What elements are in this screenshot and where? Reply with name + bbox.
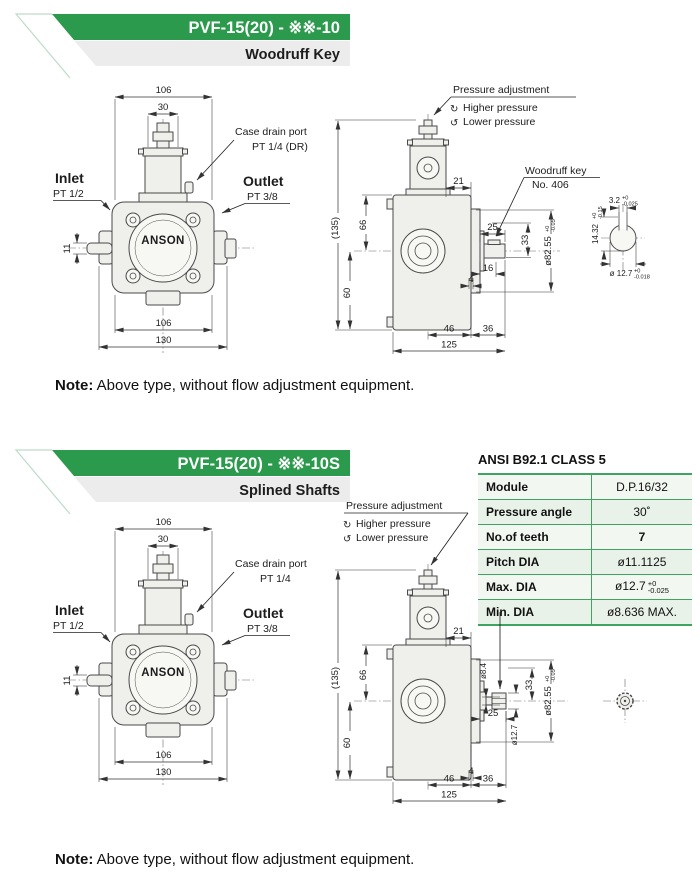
section2-subtitle: Splined Shafts	[239, 483, 340, 499]
spline-end-view	[603, 679, 647, 723]
dim-pilot-dia: ø82.55	[543, 236, 554, 266]
inlet-size-label: PT 1/2	[53, 620, 84, 632]
outlet-size-label: PT 3/8	[247, 191, 278, 203]
case-drain-label: Case drain port	[235, 558, 307, 570]
bottom-foot	[146, 291, 180, 305]
dim-130: 130	[155, 335, 172, 346]
dim-key-height: 14.32	[591, 223, 600, 245]
case-drain-size-label: PT 1/4 (DR)	[252, 141, 308, 153]
inlet-label: Inlet	[55, 170, 84, 186]
dim-135: (135)	[330, 216, 341, 240]
dim-125: 125	[441, 789, 457, 801]
pressure-adjustment-label: Pressure adjustment	[453, 84, 550, 96]
dim-66: 66	[358, 219, 369, 231]
dim-pilot-dia: ø82.55	[543, 686, 554, 716]
dim-key-width-tol-up: +0	[622, 195, 629, 202]
dim-16: 16	[482, 263, 494, 274]
dim-25: 25	[487, 222, 498, 233]
dim-key-width: 3.2	[608, 196, 620, 205]
dim-33: 33	[520, 234, 531, 246]
dim-60: 60	[342, 737, 353, 749]
spline-table-title: ANSI B92.1 CLASS 5	[478, 452, 606, 467]
dim-key-width-tol-dn: -0.025	[622, 201, 638, 208]
dim-shaft-dia-tol-dn: -0.018	[634, 274, 650, 281]
section2-note	[55, 851, 414, 868]
section1-subtitle: Woodruff Key	[245, 47, 340, 63]
case-drain-label: Case drain port	[235, 126, 307, 138]
row-value: ø8.636 MAX.	[592, 600, 693, 626]
dim-11: 11	[62, 243, 73, 254]
pressure-valve-side	[406, 120, 450, 196]
dim-66: 66	[358, 669, 369, 681]
shaft-neck	[486, 697, 492, 705]
splined-shaft	[492, 693, 506, 709]
inlet-stub	[87, 243, 112, 254]
section2-banner	[0, 436, 370, 523]
note-label: Note:	[55, 851, 94, 868]
dim-106-bottom: 106	[155, 750, 172, 761]
dim-pilot-tol-dn: -0.05	[551, 669, 557, 682]
anson-logo: ANSON	[141, 667, 185, 679]
dim-pilot-tol-up: +0	[545, 675, 551, 682]
dim-pilot-tol-up: +0	[545, 225, 551, 232]
lower-pressure-label: Lower pressure	[356, 532, 429, 544]
dim-4: 4	[468, 274, 474, 285]
inlet-label: Inlet	[55, 602, 84, 618]
note-label: Note:	[55, 377, 94, 394]
shaft-key-detail	[591, 196, 650, 281]
case-drain-size-label: PT 1/4	[260, 573, 291, 585]
dim-4: 4	[468, 766, 474, 777]
dim-130: 130	[155, 767, 172, 778]
bottom-foot	[146, 723, 180, 737]
drain-port-boss	[185, 614, 193, 625]
row-value: ø11.1125	[592, 550, 693, 575]
row-label: Pitch DIA	[478, 550, 592, 575]
shaft-collar	[480, 692, 486, 710]
row-value: 30˚	[592, 500, 693, 525]
dim-11: 11	[62, 675, 73, 686]
dim-21: 21	[453, 176, 464, 187]
pressure-adjustment-callout	[434, 84, 576, 129]
dim-33: 33	[524, 679, 535, 691]
pump-front-view-1	[38, 83, 338, 380]
row-label: Module	[478, 474, 592, 500]
pressure-adjustment-callout	[343, 500, 468, 565]
dim-30: 30	[157, 534, 169, 545]
dim-106-top: 106	[155, 517, 172, 528]
row-value: 7	[592, 525, 693, 550]
dim-46: 46	[443, 773, 455, 785]
row-label: Min. DIA	[478, 600, 592, 626]
higher-pressure-label: Higher pressure	[463, 102, 538, 114]
dim-46: 46	[443, 323, 455, 335]
woodruff-key-number: No. 406	[532, 179, 569, 191]
row-value: D.P.16/32	[592, 474, 693, 500]
note-text: Above type, without flow adjustment equipment.	[96, 851, 415, 868]
dim-106-top: 106	[155, 85, 172, 96]
dim-pilot-tol-dn: -0.05	[551, 219, 557, 232]
dim-135: (135)	[330, 666, 341, 690]
pump-front-view-2	[38, 515, 338, 812]
clockwise-arrow-icon: ↻	[450, 104, 459, 115]
section1-banner	[0, 0, 370, 87]
section2-model-title: PVF-15(20) - ※※-10S	[177, 455, 340, 473]
pump-side-view-2	[328, 495, 673, 830]
outlet-label: Outlet	[243, 605, 284, 621]
shaft	[484, 244, 505, 258]
section1-note	[55, 377, 414, 394]
outlet-port-block	[225, 671, 236, 690]
row-label: Pressure angle	[478, 500, 592, 525]
row-label: Max. DIA	[478, 575, 592, 600]
dim-key-height-tol-dn: -0.15	[598, 206, 604, 219]
woodruff-key-label: Woodruff key	[525, 165, 587, 177]
dim-125: 125	[441, 339, 457, 351]
outlet-size-label: PT 3/8	[247, 623, 278, 635]
pressure-adjustment-label: Pressure adjustment	[346, 500, 443, 512]
woodruff-key-callout	[496, 165, 600, 236]
dim-shaft-dia-tol-up: +0	[634, 268, 641, 275]
counterclockwise-arrow-icon: ↺	[450, 118, 459, 129]
drain-port-boss	[185, 182, 193, 193]
dim-key-height-tol-up: +0	[592, 212, 598, 219]
inlet-stub	[87, 675, 112, 686]
dim-25: 25	[487, 708, 499, 719]
woodruff-key	[488, 240, 500, 245]
pump-side-view-1	[328, 78, 673, 383]
pump-body-front	[87, 202, 236, 305]
dim-60: 60	[342, 287, 353, 299]
dim-shaft-dia: ø 12.7	[609, 269, 633, 278]
dim-36: 36	[482, 773, 494, 785]
row-label: No.of teeth	[478, 525, 592, 550]
section1-model-title: PVF-15(20) - ※※-10	[188, 19, 340, 37]
dim-36: 36	[482, 323, 494, 335]
note-text: Above type, without flow adjustment equipment.	[96, 377, 415, 394]
outlet-label: Outlet	[243, 173, 284, 189]
pressure-valve-side	[406, 570, 450, 646]
pump-body-front	[87, 634, 236, 737]
dim-neck-dia: ø8.4	[479, 662, 488, 680]
pressure-valve-stack	[139, 555, 194, 634]
dim-21: 21	[453, 626, 464, 637]
counterclockwise-arrow-icon: ↺	[343, 534, 352, 545]
lower-pressure-label: Lower pressure	[463, 116, 536, 128]
higher-pressure-label: Higher pressure	[356, 518, 431, 530]
clockwise-arrow-icon: ↻	[343, 520, 352, 531]
row-value: ø12.7 +0 -0.025	[592, 575, 693, 600]
inlet-size-label: PT 1/2	[53, 188, 84, 200]
outlet-port-block	[225, 239, 236, 258]
dim-106-bottom: 106	[155, 318, 172, 329]
anson-logo: ANSON	[141, 235, 185, 247]
dim-spline-dia: ø12.7	[510, 724, 519, 746]
pressure-valve-stack	[139, 123, 194, 202]
dim-30: 30	[157, 102, 169, 113]
